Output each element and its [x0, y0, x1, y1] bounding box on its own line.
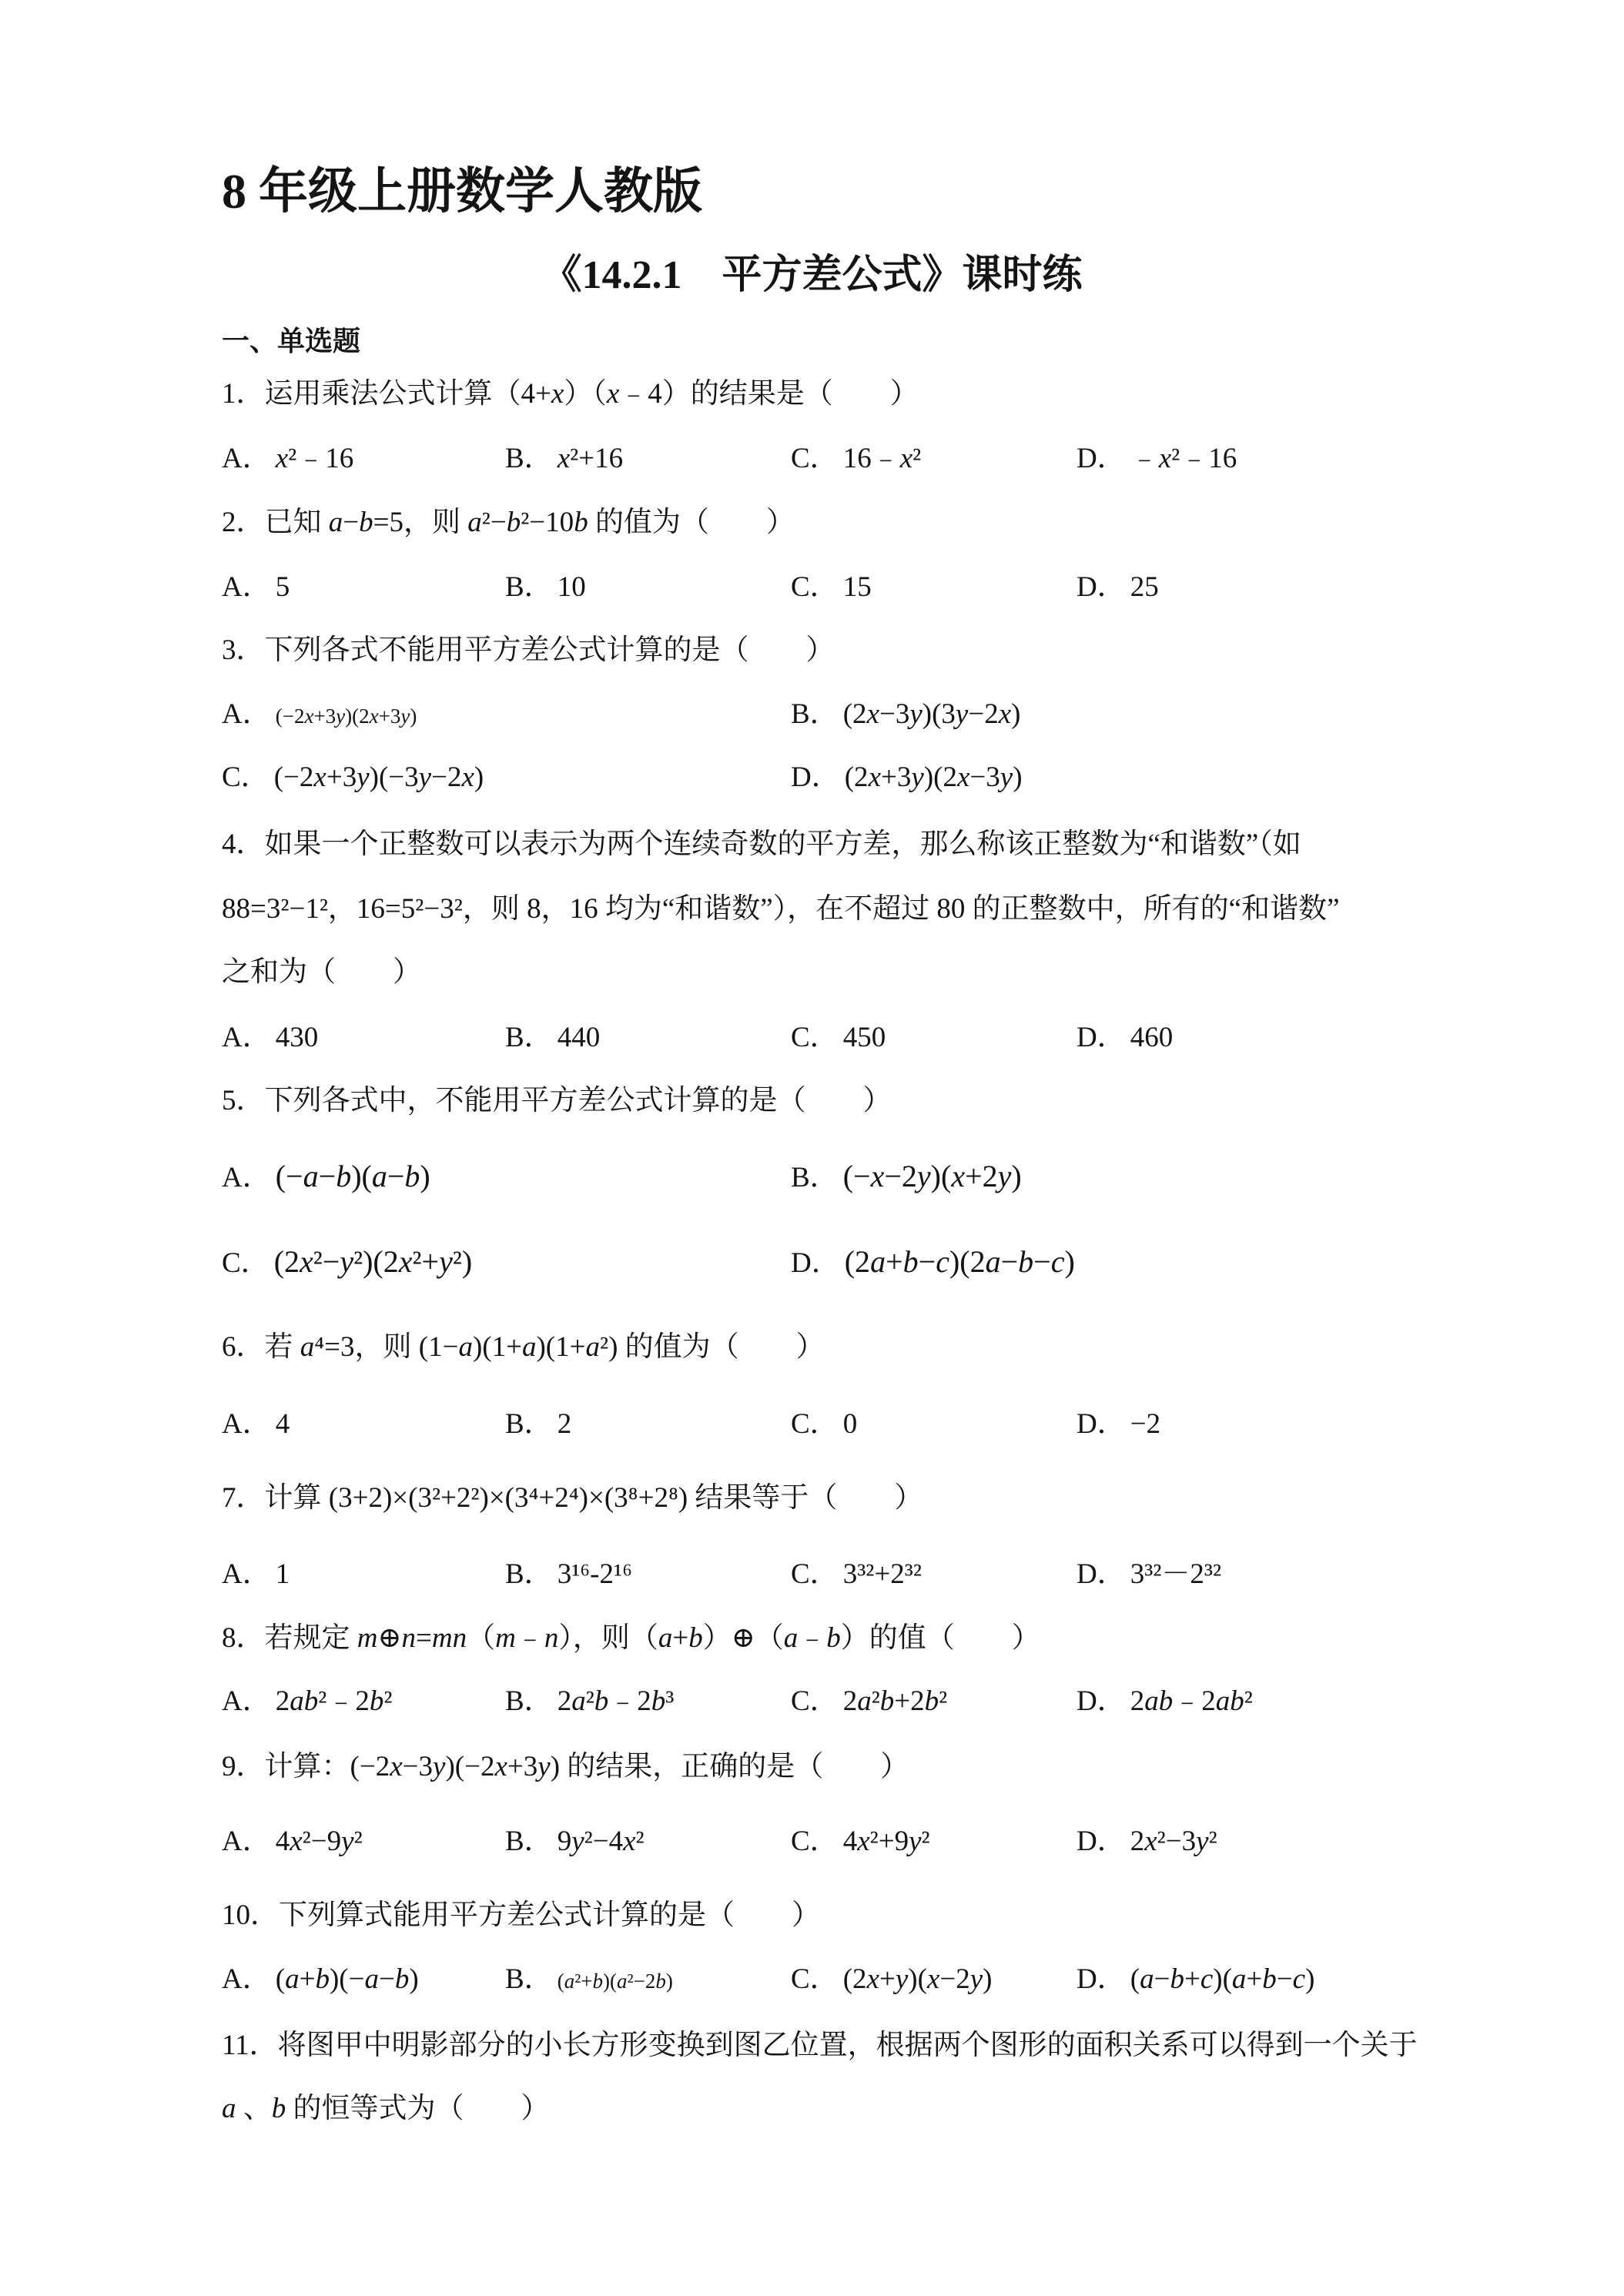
math-variable: x [290, 1826, 303, 1857]
math-variable: y [340, 1244, 354, 1279]
question-1-options [0, 437, 1624, 480]
option-value: 10 [557, 571, 586, 603]
option-label: D． [791, 1247, 840, 1279]
q5-option-a [222, 1155, 430, 1198]
q7-option-c [791, 1553, 922, 1596]
math-variable: x [926, 1963, 940, 1995]
q1-option-a [222, 437, 353, 480]
option-label: A． [222, 1963, 271, 1995]
option-label: D． [1077, 1963, 1126, 1995]
math-variable: x [390, 1751, 403, 1782]
option-value: (−2x+3y)(−3y−2x) [273, 761, 484, 793]
math-variable: b [594, 1685, 609, 1717]
option-label: A． [222, 571, 271, 603]
q6-option-b [505, 1403, 571, 1446]
option-value: (2x²−y²)(2x²+y²) [273, 1244, 473, 1279]
math-variable: b [336, 1159, 352, 1193]
option-label: D． [1077, 1685, 1126, 1717]
question-9-options [0, 1820, 1624, 1863]
q9-option-b [505, 1820, 645, 1863]
q5-option-b [791, 1155, 1022, 1198]
math-variable: b [369, 1685, 384, 1717]
math-variable: c [1050, 1244, 1065, 1279]
math-variable: x [1158, 443, 1172, 474]
question-text: 若 a⁴=3，则 (1−a)(1+a)(1+a²) 的值为（ ） [264, 1331, 825, 1363]
option-label: A． [222, 1826, 271, 1857]
math-variable: m [431, 1622, 453, 1654]
question-1-stem [222, 376, 919, 413]
math-variable: b [506, 507, 521, 538]
option-label: A． [222, 1685, 271, 1717]
math-variable: y [997, 1159, 1012, 1193]
question-3-stem [222, 632, 835, 669]
math-variable: y [439, 1244, 453, 1279]
q5-option-d [791, 1240, 1075, 1284]
option-value: 430 [275, 1022, 319, 1053]
question-text: 将图甲中明影部分的小长方形变换到图乙位置，根据两个图形的面积关系可以得到一个关于 [277, 2030, 1418, 2061]
math-variable: x [494, 1751, 507, 1782]
question-4-stem-line-1 [222, 826, 1301, 863]
math-variable: b [592, 1970, 604, 1993]
question-text: 运用乘法公式计算（4+x）（x﹣4）的结果是（ ） [264, 378, 919, 410]
doc-title: 8 年级上册数学人教版 [222, 164, 702, 219]
math-variable: c [1292, 1963, 1306, 1995]
question-7-options [0, 1553, 1624, 1596]
math-variable: y [433, 1751, 446, 1782]
q4-option-b [505, 1016, 600, 1059]
question-number: 1． [222, 378, 265, 410]
q6-option-a [222, 1403, 290, 1446]
math-variable: b [271, 2093, 286, 2124]
math-variable: y [969, 1963, 983, 1995]
math-variable: x [369, 705, 379, 728]
q1-option-d [1077, 437, 1237, 480]
question-9-stem [222, 1749, 909, 1786]
math-variable: x [899, 443, 913, 474]
question-text: 计算 (3+2)×(3²+2²)×(3⁴+2⁴)×(3⁸+2⁸) 结果等于（ ） [264, 1482, 923, 1514]
option-label: D． [1077, 1558, 1126, 1590]
math-variable: x [1144, 1826, 1157, 1857]
math-variable: y [1000, 761, 1013, 793]
question-text: 下列各式中，不能用平方差公式计算的是（ ） [264, 1085, 892, 1116]
option-label: C． [791, 571, 839, 603]
option-label: B． [791, 1162, 839, 1193]
q7-option-b [505, 1553, 632, 1596]
option-value: 2ab﹣2ab² [1130, 1685, 1253, 1717]
math-variable: a [571, 1685, 586, 1717]
math-variable: y [895, 1963, 909, 1995]
option-label: C． [791, 443, 839, 474]
option-label: C． [791, 1408, 839, 1440]
math-variable: a [658, 1622, 673, 1654]
q4-option-d [1077, 1016, 1173, 1059]
question-5-options-cd [0, 1240, 1624, 1284]
option-value: ﹣x²﹣16 [1130, 443, 1237, 474]
question-4-stem-line-2: 88=3²−1²，16=5²−3²，则 8，16 均为“和谐数”），在不超过 80 的正整数中，所有的“和谐数” [222, 893, 1340, 925]
option-label: A． [222, 1022, 271, 1053]
question-4-stem-line-3: 之和为（ ） [222, 956, 421, 988]
math-variable: c [1200, 1963, 1214, 1995]
option-value: 1 [275, 1558, 290, 1590]
math-variable: y [537, 1751, 551, 1782]
question-3-options-cd [0, 756, 1624, 799]
math-variable: a [857, 1685, 872, 1717]
math-variable: a [1231, 1963, 1247, 1995]
math-variable: b [1170, 1963, 1184, 1995]
question-6-stem [222, 1329, 825, 1366]
math-variable: a [300, 1331, 315, 1363]
math-variable: a [564, 1970, 575, 1993]
math-variable: n [401, 1622, 416, 1654]
math-variable: x [275, 443, 289, 474]
option-value: −2 [1130, 1408, 1161, 1440]
option-label: D． [1077, 571, 1126, 603]
question-7-stem [222, 1480, 922, 1517]
option-value: 460 [1130, 1022, 1174, 1053]
math-variable: x [557, 443, 571, 474]
math-variable: b [404, 1159, 420, 1193]
q2-option-a [222, 566, 290, 609]
math-variable: a [467, 507, 482, 538]
math-variable: b [1018, 1244, 1034, 1279]
math-variable: a [364, 1963, 379, 1995]
math-variable: y [357, 761, 370, 793]
option-value: 3³²+2³² [842, 1558, 922, 1590]
option-label: B． [505, 1022, 553, 1053]
option-label: A． [222, 443, 271, 474]
question-text: 如果一个正整数可以表示为两个连续奇数的平方差，那么称该正整数为“和谐数”（如 [264, 828, 1301, 860]
q1-option-c [791, 437, 921, 480]
option-value: 25 [1130, 571, 1159, 603]
option-value: 4 [275, 1408, 290, 1440]
option-label: C． [222, 1247, 270, 1279]
math-variable: a [328, 507, 343, 538]
q4-option-a [222, 1016, 318, 1059]
option-label: A． [222, 1558, 271, 1590]
option-value: (−2x+3y)(2x+3y) [275, 705, 417, 728]
math-variable: x [998, 698, 1012, 730]
option-value: (2x+y)(x−2y) [842, 1963, 993, 1995]
question-number: 10． [222, 1899, 279, 1931]
q6-option-c [791, 1403, 857, 1446]
option-value: 440 [557, 1022, 601, 1053]
math-variable: n [544, 1622, 559, 1654]
q10-option-a [222, 1958, 419, 2001]
math-variable: b [655, 1970, 666, 1993]
q3-option-a [222, 693, 417, 736]
question-number: 5． [222, 1085, 265, 1116]
math-variable: x [866, 698, 879, 730]
math-variable: x [623, 1826, 636, 1857]
math-variable: n [452, 1622, 467, 1654]
q8-option-d [1077, 1680, 1253, 1723]
option-value: 4x²−9y² [275, 1826, 363, 1857]
question-text: 下列各式不能用平方差公式计算的是（ ） [264, 634, 835, 666]
math-variable: a [985, 1244, 1001, 1279]
math-variable: b [924, 1685, 939, 1717]
option-label: A． [222, 1162, 271, 1193]
option-value: 16﹣x² [842, 443, 922, 474]
math-variable: b [902, 1244, 919, 1279]
q10-option-c [791, 1958, 993, 2001]
math-variable: a [585, 1331, 600, 1363]
math-variable: a [617, 1970, 628, 1993]
option-value: (−x−2y)(x+2y) [842, 1159, 1022, 1193]
math-variable: y [418, 761, 432, 793]
math-variable: x [398, 1244, 413, 1279]
option-value: (−a−b)(a−b) [275, 1159, 430, 1193]
math-variable: a [458, 1331, 473, 1363]
math-variable: x [870, 1159, 885, 1193]
question-number: 6． [222, 1331, 265, 1363]
math-variable: c [936, 1244, 949, 1279]
question-number: 7． [222, 1482, 265, 1514]
math-variable: x [857, 1826, 870, 1857]
option-value: 5 [275, 571, 290, 603]
q3-option-c [222, 756, 484, 799]
math-variable: b [574, 507, 588, 538]
math-variable: a [222, 2093, 236, 2124]
question-8-stem [222, 1620, 1040, 1657]
math-variable: x [868, 761, 881, 793]
question-4-options [0, 1016, 1624, 1059]
option-value: 3¹⁶-2¹⁶ [557, 1558, 632, 1590]
math-variable: b [359, 507, 373, 538]
option-label: A． [222, 698, 271, 730]
question-5-stem [222, 1083, 892, 1120]
option-value: x²﹣16 [275, 443, 354, 474]
question-6-options [0, 1403, 1624, 1446]
option-label: B． [505, 1558, 553, 1590]
math-variable: b [688, 1622, 703, 1654]
option-value: (a−b+c)(a+b−c) [1130, 1963, 1315, 1995]
question-number: 8． [222, 1622, 265, 1654]
section-heading: 一、单选题 [222, 326, 361, 356]
question-11-stem-line-2: a 、b 的恒等式为（ ） [222, 2093, 550, 2124]
option-value: (a²+b)(a²−2b) [557, 1970, 673, 1993]
question-text: 下列算式能用平方差公式计算的是（ ） [279, 1899, 820, 1931]
option-value: (a+b)(−a−b) [275, 1963, 419, 1995]
math-variable: y [911, 761, 924, 793]
math-variable: y [916, 1159, 931, 1193]
math-variable: a [783, 1622, 799, 1654]
option-label: D． [1077, 443, 1126, 474]
question-5-options-ab [0, 1155, 1624, 1198]
option-label: C． [222, 761, 270, 793]
q9-option-c [791, 1820, 930, 1863]
math-variable: x [551, 378, 564, 410]
q9-option-d [1077, 1820, 1217, 1863]
q8-option-c [791, 1680, 947, 1723]
q3-option-b [791, 693, 1021, 736]
option-label: B． [505, 443, 553, 474]
math-variable: x [956, 761, 970, 793]
math-variable: b [315, 1963, 330, 1995]
option-value: 4x²+9y² [842, 1826, 930, 1857]
math-variable: b [394, 1963, 410, 1995]
math-variable: a [1144, 1685, 1159, 1717]
option-label: D． [1077, 1408, 1126, 1440]
option-value: 2 [557, 1408, 572, 1440]
math-variable: a [303, 1159, 319, 1193]
option-value: 9y²−4x² [557, 1826, 645, 1857]
q8-option-a [222, 1680, 392, 1723]
option-label: D． [1077, 1022, 1126, 1053]
math-variable: y [400, 705, 410, 728]
math-variable: x [300, 1244, 313, 1279]
question-number: 4． [222, 828, 265, 860]
math-variable: a [290, 1685, 304, 1717]
q2-option-c [791, 566, 872, 609]
doc-subtitle: 《14.2.1 平方差公式》课时练 [541, 253, 1083, 297]
math-variable: x [866, 1963, 879, 1995]
option-label: B． [505, 1685, 553, 1717]
math-variable: x [304, 705, 314, 728]
math-variable: y [955, 698, 969, 730]
option-label: C． [791, 1558, 839, 1590]
question-2-stem [222, 504, 795, 541]
math-variable: b [879, 1685, 895, 1717]
math-variable: b [826, 1622, 841, 1654]
question-number: 9． [222, 1751, 265, 1782]
q5-option-c [222, 1240, 472, 1284]
q7-option-d [1077, 1553, 1221, 1596]
math-variable: b [651, 1685, 666, 1717]
option-label: C． [791, 1963, 839, 1995]
q1-option-b [505, 437, 623, 480]
q4-option-c [791, 1016, 886, 1059]
option-value: 2ab²﹣2b² [275, 1685, 393, 1717]
option-label: C． [791, 1685, 839, 1717]
q2-option-b [505, 566, 586, 609]
math-variable: a [870, 1244, 886, 1279]
math-variable: y [571, 1826, 584, 1857]
option-label: C． [791, 1826, 839, 1857]
math-variable: y [1196, 1826, 1209, 1857]
option-label: B． [791, 698, 839, 730]
question-2-options [0, 566, 1624, 609]
question-text: 若规定 m⊕n=mn（m﹣n），则（a+b）⊕（a﹣b）的值（ ） [264, 1622, 1040, 1654]
question-number: 2． [222, 507, 265, 538]
option-label: A． [222, 1408, 271, 1440]
math-variable: x [951, 1159, 966, 1193]
q7-option-a [222, 1553, 290, 1596]
math-variable: a [1215, 1685, 1231, 1717]
math-variable: m [357, 1622, 378, 1654]
math-variable: y [336, 705, 346, 728]
math-variable: a [521, 1331, 537, 1363]
question-number: 3． [222, 634, 265, 666]
math-variable: y [909, 698, 922, 730]
option-value: 2a²b+2b² [842, 1685, 948, 1717]
option-label: B． [505, 1826, 553, 1857]
q3-option-d [791, 756, 1023, 799]
q10-option-d [1077, 1958, 1314, 2001]
math-variable: a [371, 1159, 387, 1193]
question-3-options-ab [0, 693, 1624, 736]
option-value: 450 [842, 1022, 886, 1053]
question-text: 已知 a−b=5，则 a²−b²−10b 的值为（ ） [264, 507, 795, 538]
math-variable: x [606, 378, 620, 410]
question-number: 11． [222, 2030, 278, 2061]
option-label: D． [1077, 1826, 1126, 1857]
math-variable: a [1140, 1963, 1154, 1995]
math-variable: x [313, 761, 326, 793]
option-label: B． [505, 571, 553, 603]
math-variable: b [303, 1685, 319, 1717]
option-label: B． [505, 1408, 553, 1440]
math-variable: b [1158, 1685, 1174, 1717]
question-text: 计算：(−2x−3y)(−2x+3y) 的结果，正确的是（ ） [264, 1751, 909, 1782]
math-variable: b [1262, 1963, 1277, 1995]
question-11-stem-line-1 [222, 2027, 1418, 2064]
option-value: 3³²－2³² [1130, 1558, 1222, 1590]
question-10-stem [222, 1897, 820, 1934]
option-label: B． [505, 1963, 553, 1995]
option-label: D． [791, 761, 840, 793]
option-value: 2a²b﹣2b³ [557, 1685, 675, 1717]
q2-option-d [1077, 566, 1159, 609]
math-variable: x [461, 761, 474, 793]
option-value: x²+16 [557, 443, 624, 474]
question-10-options [0, 1958, 1624, 2001]
option-value: (2x+3y)(2x−3y) [844, 761, 1023, 793]
math-variable: m [495, 1622, 516, 1654]
option-value: 2x²−3y² [1130, 1826, 1217, 1857]
option-value: 0 [842, 1408, 858, 1440]
q6-option-d [1077, 1403, 1160, 1446]
math-variable: b [1230, 1685, 1244, 1717]
option-value: (2a+b−c)(2a−b−c) [844, 1244, 1075, 1279]
question-8-options [0, 1680, 1624, 1723]
q9-option-a [222, 1820, 363, 1863]
q8-option-b [505, 1680, 674, 1723]
option-value: 15 [842, 571, 872, 603]
option-label: C． [791, 1022, 839, 1053]
math-variable: y [909, 1826, 922, 1857]
q10-option-b [505, 1958, 673, 2001]
option-value: (2x−3y)(3y−2x) [842, 698, 1021, 730]
math-variable: y [341, 1826, 354, 1857]
math-variable: a [285, 1963, 300, 1995]
